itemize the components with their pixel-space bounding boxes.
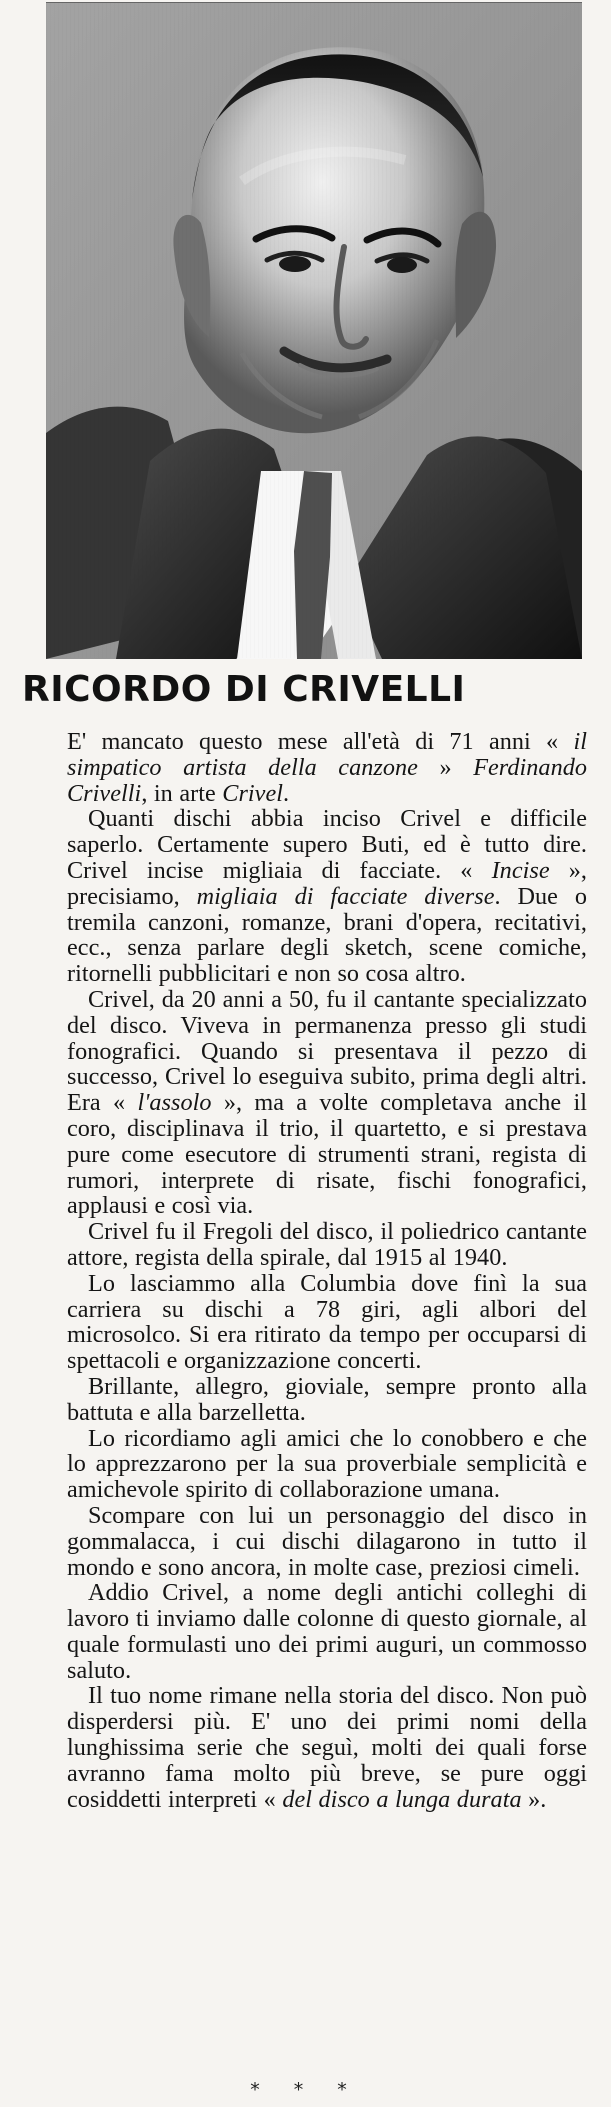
paragraph-6 <box>67 1374 587 1426</box>
paragraph-1-part-3: » <box>417 753 474 781</box>
paragraph-7-part-1: Lo ricordiamo agli amici che lo conobbero e che lo apprezzarono per la sua proverbiale semplicità e amichevole spirito di collaborazione umana. <box>67 1424 587 1504</box>
paragraph-1-part-7: . <box>283 779 290 807</box>
paragraph-3-part-3: », ma a volte completava anche il coro, disciplinava il trio, il quartetto, e si prestava pure come esecutore di strumenti strani, regista di rumori, interprete di risate, fischi fonografici, applausi e così via. <box>67 1089 587 1220</box>
paragraph-2-part-3: », precisiamo, <box>67 856 587 910</box>
paragraph-7 <box>67 1426 587 1503</box>
paragraph-10-part-1: Il tuo nome rimane nella storia del disco. Non può disperdersi più. E' uno dei primi nomi della lunghissima serie che seguì, molti dei quali forse avranno fama molto più breve, se pure oggi cosiddetti interpreti « <box>67 1682 587 1813</box>
paragraph-4 <box>67 1219 587 1271</box>
paragraph-8-part-1: Scompare con lui un personaggio del disco in gommalacca, i cui dischi dilagarono in tutto il mondo e sono ancora, in molte case, preziosi cimeli. <box>67 1501 587 1581</box>
paragraph-4-part-1: Crivel fu il Fregoli del disco, il poliedrico cantante attore, regista della spirale, dal 1915 al 1940. <box>67 1218 587 1271</box>
closing-mark: * * * <box>250 2079 361 2101</box>
portrait-photo <box>46 2 582 659</box>
paragraph-3-part-2: l'assolo <box>137 1089 212 1117</box>
paragraph-1-part-2: il simpatico artista della canzone <box>67 728 587 781</box>
article-headline: RICORDO DI CRIVELLI <box>22 669 466 710</box>
paragraph-1-part-4: Ferdinando Crivelli <box>67 753 587 807</box>
paragraph-9-part-1: Addio Crivel, a nome degli antichi colleghi di lavoro ti inviamo dalle colonne di questo giornale, al quale formulasti uno dei primi auguri, un commosso saluto. <box>67 1579 587 1684</box>
paragraph-5 <box>67 1271 587 1374</box>
paragraph-1 <box>67 729 587 806</box>
paragraph-10-part-2: del disco a lunga durata <box>282 1785 522 1813</box>
paragraph-2-part-2: Incise <box>491 856 550 884</box>
portrait-illustration <box>46 3 582 659</box>
paragraph-10 <box>67 1683 587 1812</box>
paragraph-5-part-1: Lo lasciammo alla Columbia dove finì la sua carriera su dischi a 78 giri, agli albori del microsolco. Si era ritirato da tempo per occuparsi di spettacoli e organizzazione concerti. <box>67 1269 587 1375</box>
paragraph-3 <box>67 987 587 1219</box>
paragraph-1-part-6: Crivel <box>222 779 284 807</box>
paragraph-8 <box>67 1503 587 1580</box>
paragraph-6-part-1: Brillante, allegro, gioviale, sempre pronto alla battuta e alla barzelletta. <box>67 1372 587 1426</box>
paragraph-3-part-1: Crivel, da 20 anni a 50, fu il cantante specializzato del disco. Viveva in permanenza presso gli studi fonografici. Quando si presentava il pezzo di successo, Crivel lo eseguiva subito, prima degli altri. Era « <box>67 985 587 1117</box>
paragraph-2 <box>67 806 587 987</box>
paragraph-1-part-5: , in arte <box>141 779 223 807</box>
paragraph-1-part-1: E' mancato questo mese all'età di 71 anni « <box>67 728 574 755</box>
article-body <box>67 729 587 1812</box>
paragraph-2-part-1: Quanti dischi abbia inciso Crivel e difficile saperlo. Certamente supero Buti, ed è tutto dire. Crivel incise migliaia di facciate. « <box>67 805 587 884</box>
paragraph-2-part-5: . Due o tremila canzoni, romanze, brani d'opera, recitativi, ecc., senza parlare degli sketch, scene comiche, ritornelli pubblicitari e non so cosa altro. <box>67 882 587 988</box>
paragraph-2-part-4: migliaia di facciate diverse <box>196 882 495 910</box>
paragraph-10-part-3: ». <box>521 1785 547 1813</box>
paragraph-9 <box>67 1580 587 1683</box>
